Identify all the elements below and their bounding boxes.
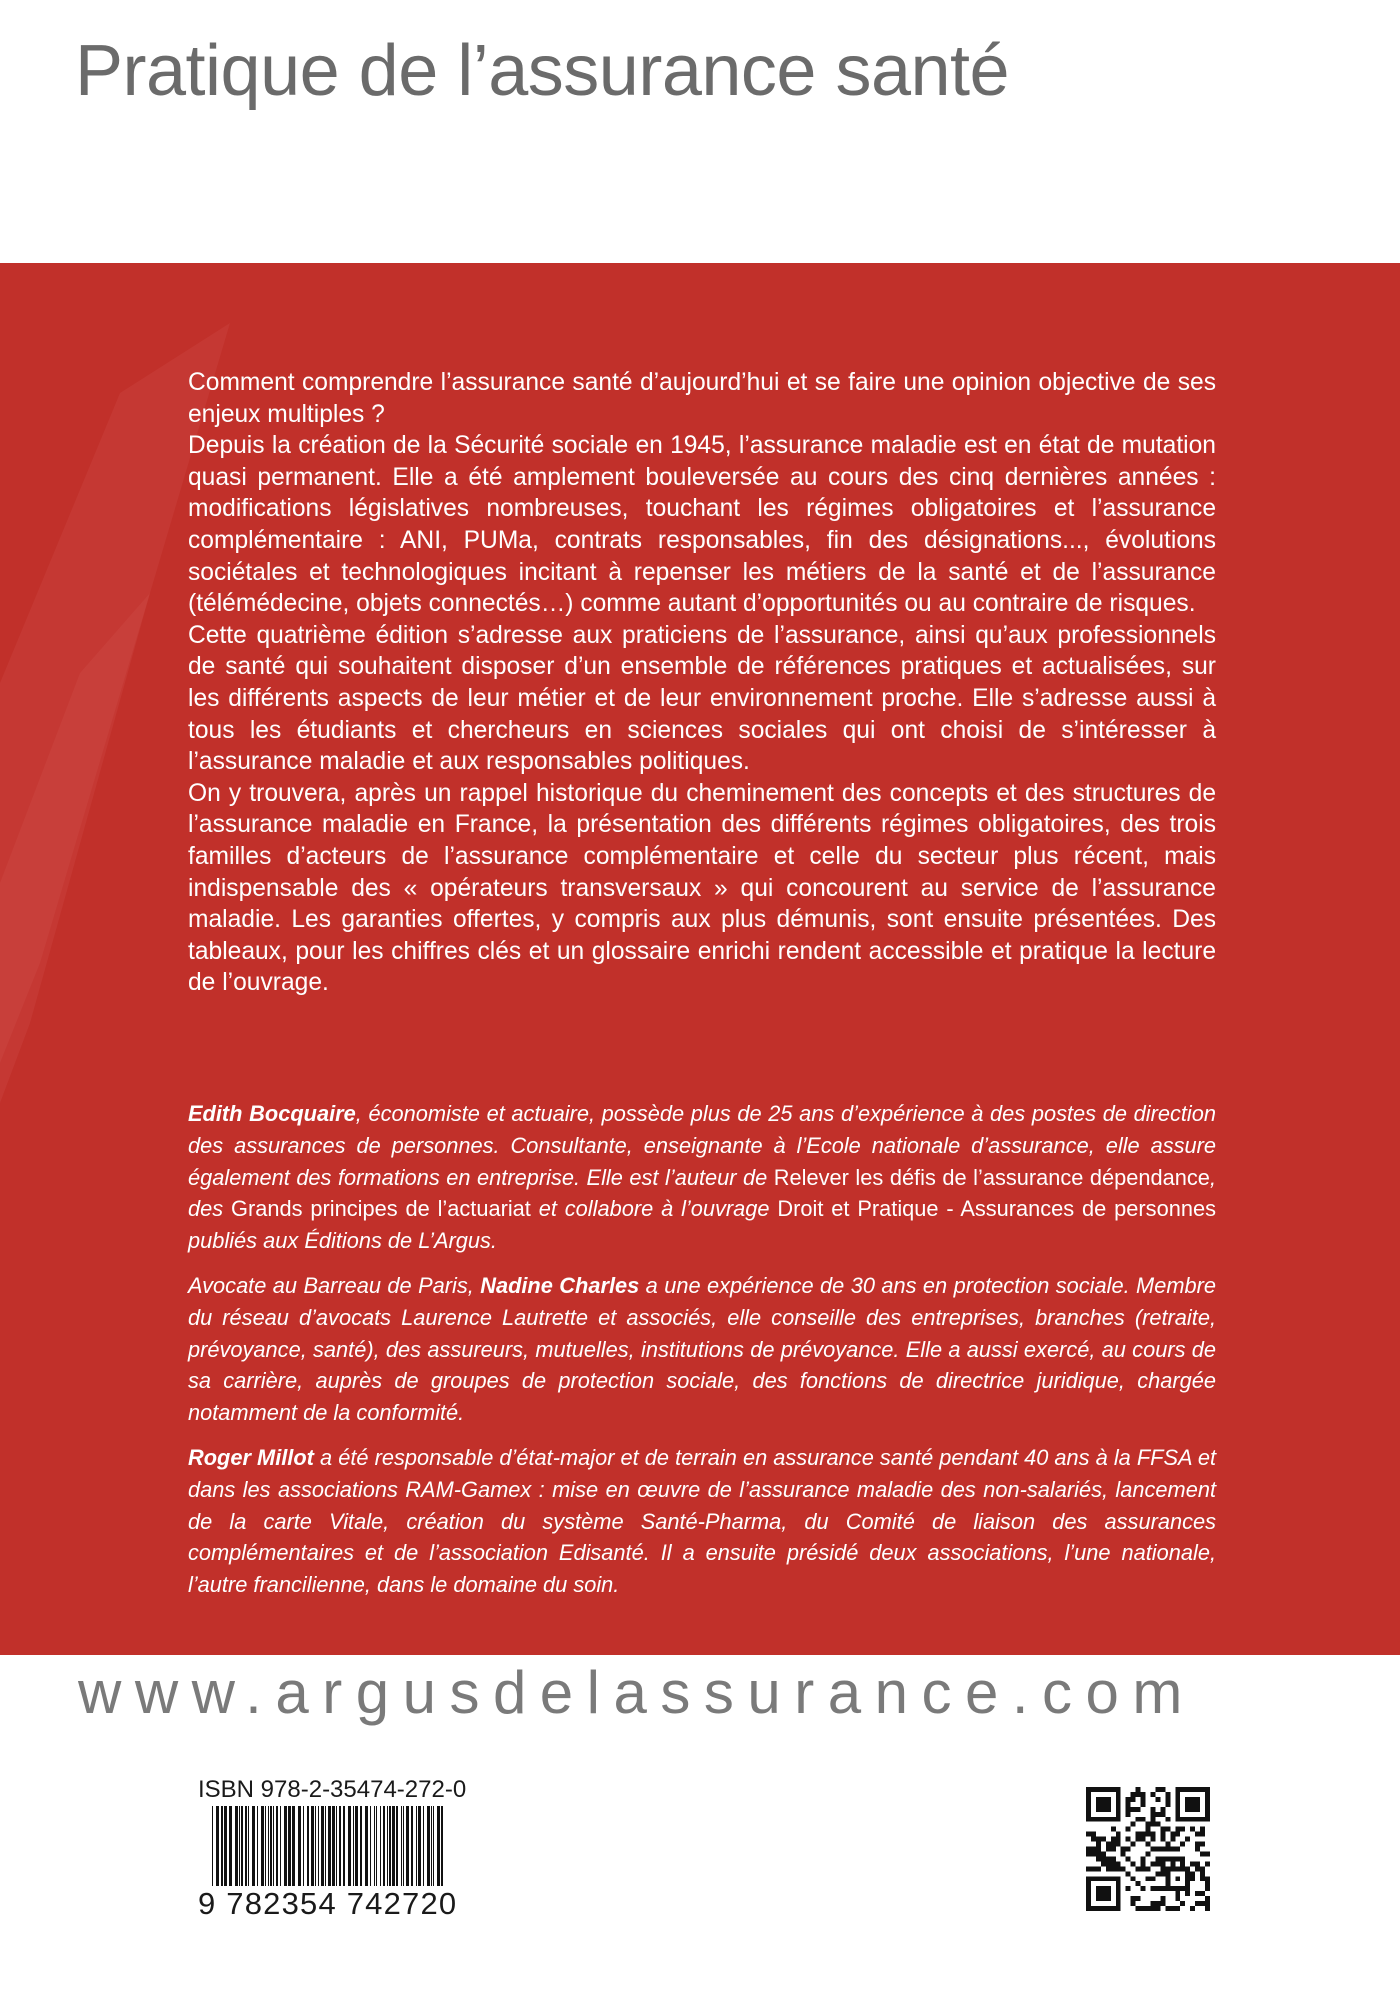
author-bio-millot — [188, 1442, 1216, 1601]
qr-code-icon — [1086, 1787, 1210, 1911]
author-bios — [188, 1098, 1216, 1614]
author-bio-bocquaire — [188, 1098, 1216, 1257]
publisher-website: www.argusdelassurance.com — [78, 1659, 1196, 1726]
author-bio-charles — [188, 1270, 1216, 1429]
summary-paragraph: On y trouvera, après un rappel historique du cheminement des concepts et des structures de l’assurance maladie en France, la présentation des différents régimes obligatoires, des trois familles d’acteurs de l’assurance complémentaire et celle du secteur plus récent, mais indispensable des « opérateurs transversaux » qui concourent au service de l’assurance maladie. Les garanties offertes, y compris aux plus démunis, sont ensuite présentées. Des tableaux, pour les chiffres clés et un glossaire enrichi rendent accessible et pratique la lecture de l’ouvrage. — [188, 779, 1216, 997]
bio-text: , économiste et actuaire, possède plus de 25 ans d’expérience à des postes de direction des assurances de personnes. Consultante, enseignante à l’Ecole nationale d’assurance, elle assure également des formations en entreprise. Elle est l’auteur de — [188, 1101, 1216, 1190]
isbn-label: ISBN 978-2-35474-272-0 — [198, 1776, 467, 1803]
summary-paragraph: Comment comprendre l’assurance santé d’aujourd’hui et se faire une opinion objective de ses enjeux multiples ? — [188, 369, 1216, 428]
summary-paragraph: Depuis la création de la Sécurité sociale en 1945, l’assurance maladie est en état de mutation quasi permanent. Elle a été amplement bouleversée au cours des cinq dernières années : modifications législatives nombreuses, touchant les régimes obligatoires et l’assurance complémentaire : ANI, PUMa, contrats responsables, fin des désignations..., évolutions sociétales et technologiques incitant à repenser les métiers de la santé et de l’assurance (télémédecine, objets connectés…) comme autant d’opportunités ou au contraire de risques. — [188, 432, 1216, 618]
author-name: Nadine Charles — [480, 1272, 640, 1298]
author-name: Roger Millot — [188, 1444, 314, 1470]
bio-text: et collabore à l’ouvrage — [530, 1196, 778, 1222]
bio-text: Avocate au Barreau de Paris, — [188, 1272, 481, 1298]
bio-text: a été responsable d’état-major et de terrain en assurance santé pendant 40 ans à la FFSA et dans les associations RAM-Gamex : mise en œuvre de l’assurance maladie des non-salariés, lancement de la carte Vitale, création du système Santé-Pharma, du Comité de liaison des assurances complémentaires et de l’association Edisanté. Il a ensuite présidé deux associations, l’une nationale, l’autre francilienne, dans le domaine du soin. — [188, 1444, 1217, 1598]
bio-text: a une expérience de 30 ans en protection sociale. Membre du réseau d’avocats Laurence Lautrette et associés, elle conseille des entreprises, branches (retraite, prévoyance, santé), des assureurs, mutuelles, institutions de prévoyance. Elle a aussi exercé, au cours de sa carrière, auprès de groupes de protection sociale, des fonctions de directrice juridique, chargée notamment de la conformité. — [188, 1272, 1216, 1426]
book-title: Pratique de l’assurance santé — [75, 31, 1010, 111]
author-name: Edith Bocquaire — [188, 1101, 356, 1126]
summary-paragraph: Cette quatrième édition s’adresse aux praticiens de l’assurance, ainsi qu’aux professionnels de santé qui souhaitent disposer d’un ensemble de références pratiques et actualisées, sur les différents aspects de leur métier et de leur environnement proche. Elle s’adresse aussi à tous les étudiants et chercheurs en sciences sociales qui ont choisi de s’intéresser à l’assurance maladie et aux responsables politiques. — [188, 621, 1216, 776]
book-reference: Relever les défis de l’assurance dépendance — [773, 1164, 1210, 1190]
barcode-digits: 9 782354 742720 — [198, 1886, 461, 1922]
bio-text: publiés aux Éditions de L’Argus. — [188, 1228, 497, 1254]
book-summary — [188, 367, 1216, 999]
bio-text: , des — [188, 1164, 1216, 1222]
book-reference: Grands principes de l’actuariat — [231, 1196, 531, 1222]
back-cover-panel — [0, 263, 1400, 1655]
book-reference: Droit et Pratique - Assurances de personnes — [777, 1196, 1216, 1222]
